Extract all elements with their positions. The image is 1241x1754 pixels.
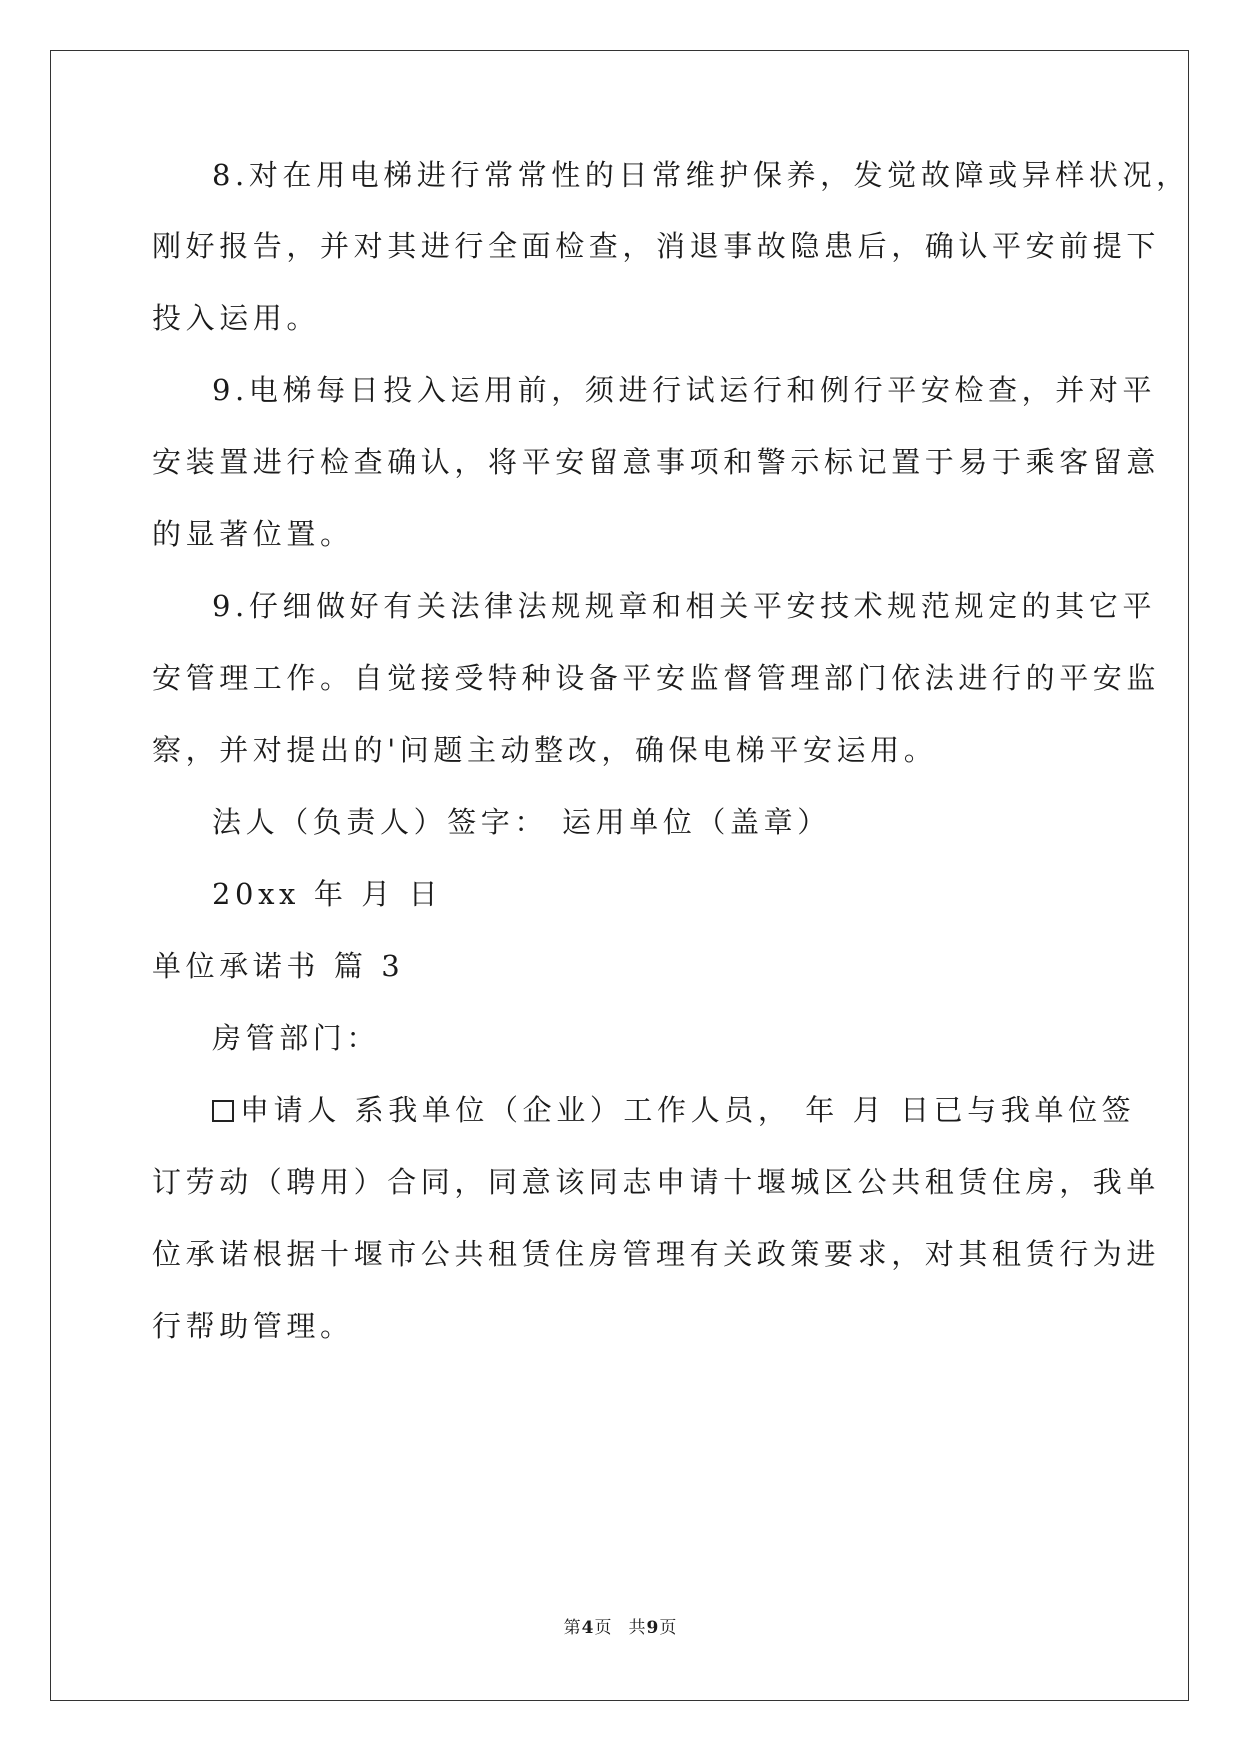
paragraph-9a-line-1: 9.电梯每日投入运用前，须进行试运行和例行平安检查，并对平	[212, 373, 1157, 407]
unit-seal-label: 运用单位（盖章）	[562, 805, 831, 839]
paragraph-9b-line-1: 9.仔细做好有关法律法规规章和相关平安技术规范规定的其它平	[212, 589, 1157, 623]
date-line: 20xx 年 月 日	[212, 877, 443, 911]
legal-person-signature-label: 法人（负责人）签字：	[212, 805, 549, 839]
footer-page-suffix: 页	[594, 1618, 613, 1638]
paragraph-9b-line-2: 安管理工作。自觉接受特种设备平安监督管理部门依法进行的平安监	[152, 661, 1161, 695]
section-title: 单位承诺书 篇 3	[152, 949, 405, 983]
footer-total-pages: 9	[646, 1618, 660, 1638]
paragraph-9b-line-3: 察，并对提出的'问题主动整改，确保电梯平安运用。	[152, 733, 938, 767]
addressee: 房管部门：	[212, 1021, 381, 1055]
footer-total-suffix: 页	[659, 1618, 678, 1638]
paragraph-9a-line-3: 的显著位置。	[152, 517, 354, 551]
commitment-line-3: 位承诺根据十堰市公共租赁住房管理有关政策要求，对其租赁行为进	[152, 1237, 1161, 1271]
paragraph-9a-line-2: 安装置进行检查确认，将平安留意事项和警示标记置于易于乘客留意	[152, 445, 1161, 479]
footer-total-prefix: 共	[628, 1618, 647, 1638]
signature-line	[212, 802, 831, 842]
commitment-line-1-text: 申请人 系我单位（企业）工作人员， 年 月 日已与我单位签	[240, 1093, 1136, 1127]
commitment-line-2: 订劳动（聘用）合同，同意该同志申请十堰城区公共租赁住房，我单	[152, 1165, 1161, 1199]
paragraph-8-line-2: 刚好报告，并对其进行全面检查，消退事故隐患后，确认平安前提下	[152, 229, 1161, 263]
paragraph-8-line-1: 8.对在用电梯进行常常性的日常维护保养，发觉故障或异样状况，	[212, 158, 1190, 192]
commitment-line-4: 行帮助管理。	[152, 1309, 354, 1343]
footer-page-number: 4	[581, 1618, 595, 1638]
commitment-line-1	[212, 1090, 1135, 1130]
checkbox-icon	[212, 1100, 234, 1122]
footer-page-prefix: 第	[563, 1618, 582, 1638]
page-footer	[0, 1616, 1241, 1640]
paragraph-8-line-3: 投入运用。	[152, 301, 321, 335]
